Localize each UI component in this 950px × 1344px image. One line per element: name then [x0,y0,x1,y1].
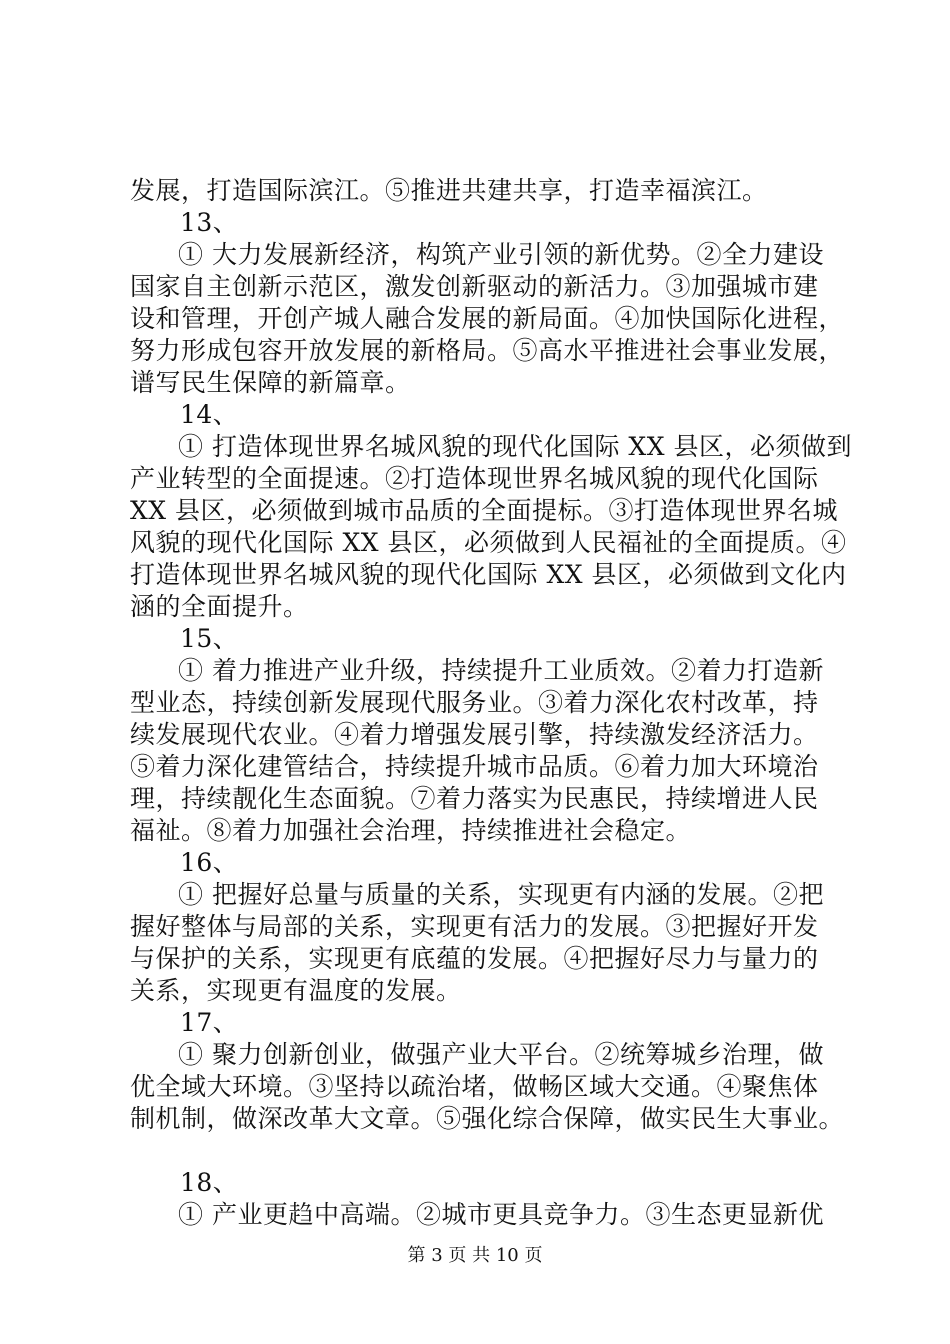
text-line: ① 着力推进产业升级，持续提升工业质效。②着力打造新 [178,656,824,685]
text-line: 续发展现代农业。④着力增强发展引擎，持续激发经济活力。 [130,720,819,749]
item-number: 16、 [180,848,239,877]
text-line: 制机制，做深改革大文章。⑤强化综合保障，做实民生大事业。 [130,1104,845,1133]
text-line: 福祉。⑧着力加强社会治理，持续推进社会稳定。 [130,816,692,845]
page-footer: 第 3 页 共 10 页 [407,1245,543,1266]
text-line: XX 县区，必须做到城市品质的全面提标。③打造体现世界名城 [130,496,839,525]
text-line: 发展，打造国际滨江。⑤推进共建共享，打造幸福滨江。 [130,176,768,205]
text-line: 谱写民生保障的新篇章。 [130,368,411,397]
text-line: 优全域大环境。③坚持以疏治堵，做畅区域大交通。④聚焦体 [130,1072,819,1101]
text-line: ① 打造体现世界名城风貌的现代化国际 XX 县区，必须做到 [178,432,852,461]
text-line: 理，持续靓化生态面貌。⑦着力落实为民惠民，持续增进人民 [130,784,819,813]
text-line: ① 把握好总量与质量的关系，实现更有内涵的发展。②把 [178,880,824,909]
text-line: ① 大力发展新经济，构筑产业引领的新优势。②全力建设 [178,240,824,269]
text-line: 握好整体与局部的关系，实现更有活力的发展。③把握好开发 [130,912,819,941]
text-line: 型业态，持续创新发展现代服务业。③着力深化农村改革，持 [130,688,819,717]
text-line: 关系，实现更有温度的发展。 [130,976,462,1005]
item-number: 14、 [180,400,239,429]
text-line: 打造体现世界名城风貌的现代化国际 XX 县区，必须做到文化内 [130,560,847,589]
text-line: 与保护的关系，实现更有底蕴的发展。④把握好尽力与量力的 [130,944,819,973]
text-line: 努力形成包容开放发展的新格局。⑤高水平推进社会事业发展， [130,336,845,365]
text-line: 风貌的现代化国际 XX 县区，必须做到人民福祉的全面提质。④ [130,528,847,557]
item-number: 17、 [180,1008,239,1037]
text-line: ⑤着力深化建管结合，持续提升城市品质。⑥着力加大环境治 [130,752,819,781]
text-line: 产业转型的全面提速。②打造体现世界名城风貌的现代化国际 [130,464,819,493]
item-number: 15、 [180,624,239,653]
text-line: 设和管理，开创产城人融合发展的新局面。④加快国际化进程， [130,304,845,333]
text-line: ① 产业更趋中高端。②城市更具竞争力。③生态更显新优 [178,1200,824,1229]
item-number: 18、 [180,1168,239,1197]
text-line: 国家自主创新示范区，激发创新驱动的新活力。③加强城市建 [130,272,819,301]
item-number: 13、 [180,208,239,237]
text-line: 涵的全面提升。 [130,592,309,621]
text-line: ① 聚力创新创业，做强产业大平台。②统筹城乡治理，做 [178,1040,824,1069]
